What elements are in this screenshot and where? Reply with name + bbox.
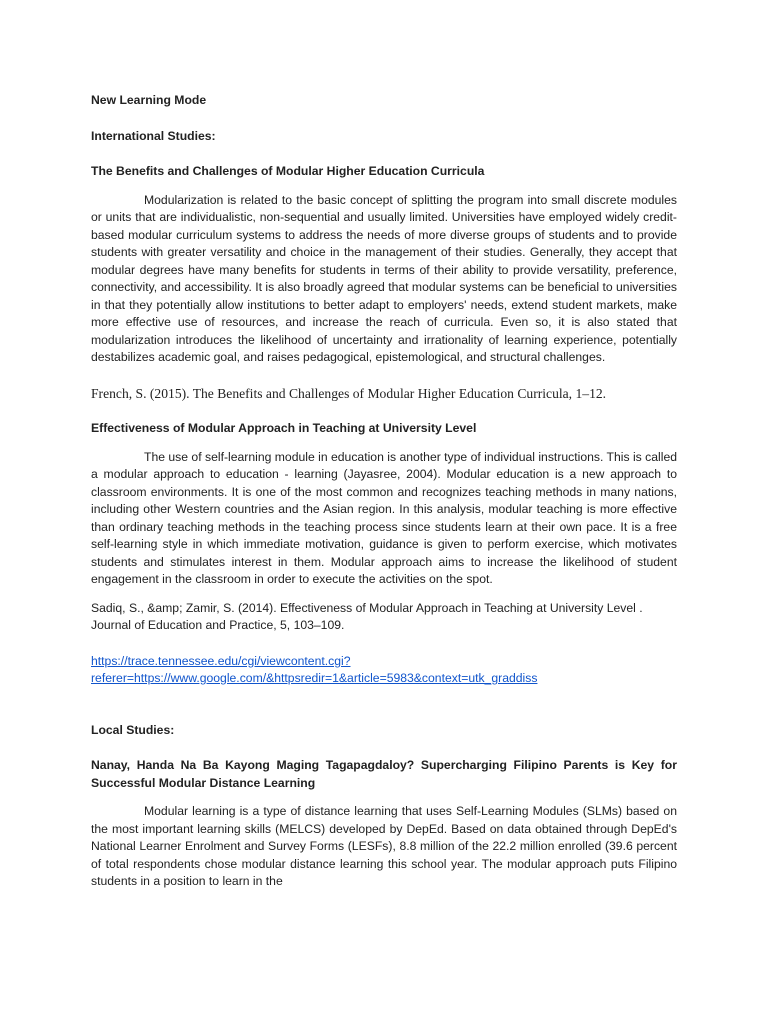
document-body (91, 92, 677, 891)
paragraph-self-learning-module: The use of self-learning module in education is another type of individual instructions. This is called a modular approach to education - learning (Jayasree, 2004). Modular education is a new approach to classroom environments. It is one of the most common and recognizes teaching methods in many nations, including other Western countries and the Asian region. In this analysis, modular teaching is more effective than ordinary teaching methods in the teaching process since students learn at their own pace. It is a free self-learning style in which immediate motivation, guidance is given to perform exercise, which motivates students and stimulates interest in them. Modular approach aims to increase the likelihood of student engagement in the classroom in order to execute the activities on the spot. (91, 449, 677, 586)
document-title: New Learning Mode (91, 93, 207, 107)
section-heading-nanay: Nanay, Handa Na Ba Kayong Maging Tagapagdaloy? Supercharging Filipino Parents is Key for Successful Modular Distance Learning (91, 758, 677, 790)
reference-link[interactable] (91, 653, 677, 688)
paragraph-modular-learning: Modular learning is a type of distance learning that uses Self-Learning Modules (SLMs) based on the most important learning skills (MELCS) developed by DepEd. Based on data obtained through DepEd's National Learner Enrolment and Survey Forms (LESFs), 8.8 million of the 22.2 million enrolled (39.6 percent of total respondents chose modular distance learning this school year. The modular approach puts Filipino students in a position to learn in the (91, 804, 677, 888)
reference-sadiq: Sadiq, S., &amp; Zamir, S. (2014). Effectiveness of Modular Approach in Teaching at University Level . Journal of Education and Practice, 5, 103–109. (91, 600, 643, 632)
section-heading-effectiveness: Effectiveness of Modular Approach in Teaching at University Level (91, 421, 477, 435)
reference-french: French, S. (2015). The Benefits and Challenges of Modular Higher Education Curricula, 1–12. (91, 385, 607, 401)
reference-link-line1[interactable]: https://trace.tennessee.edu/cgi/viewcontent.cgi? (91, 653, 351, 668)
reference-link-line2[interactable]: referer=https://www.google.com/&httpsredir=1&article=5983&context=utk_graddiss (91, 671, 538, 685)
local-studies-heading: Local Studies: (91, 722, 175, 737)
section-heading-benefits: The Benefits and Challenges of Modular Higher Education Curricula (91, 164, 485, 178)
international-studies-heading: International Studies: (91, 128, 216, 143)
paragraph-modularization: Modularization is related to the basic concept of splitting the program into small discrete modules or units that are individualistic, non-sequential and usually limited. Universities have employed widely credit-based modular curriculum systems to address the needs of more diverse groups of students and to provide students with greater versatility and choice in the management of their studies. Generally, they accept that modular degrees have many benefits for students in terms of their ability to provide versatility, preference, connectivity, and accessibility. It is also broadly agreed that modular systems can be beneficial to universities in that they potentially allow institutions to better adapt to employers' needs, extend student markets, make more effective use of resources, and increase the reach of curricula. Even so, it is also stated that modularization introduces the likelihood of uncertainty and irrationality of learning experience, potentially destabilizes academic goal, and raises pedagogical, epistemological, and structural challenges. (91, 192, 677, 364)
